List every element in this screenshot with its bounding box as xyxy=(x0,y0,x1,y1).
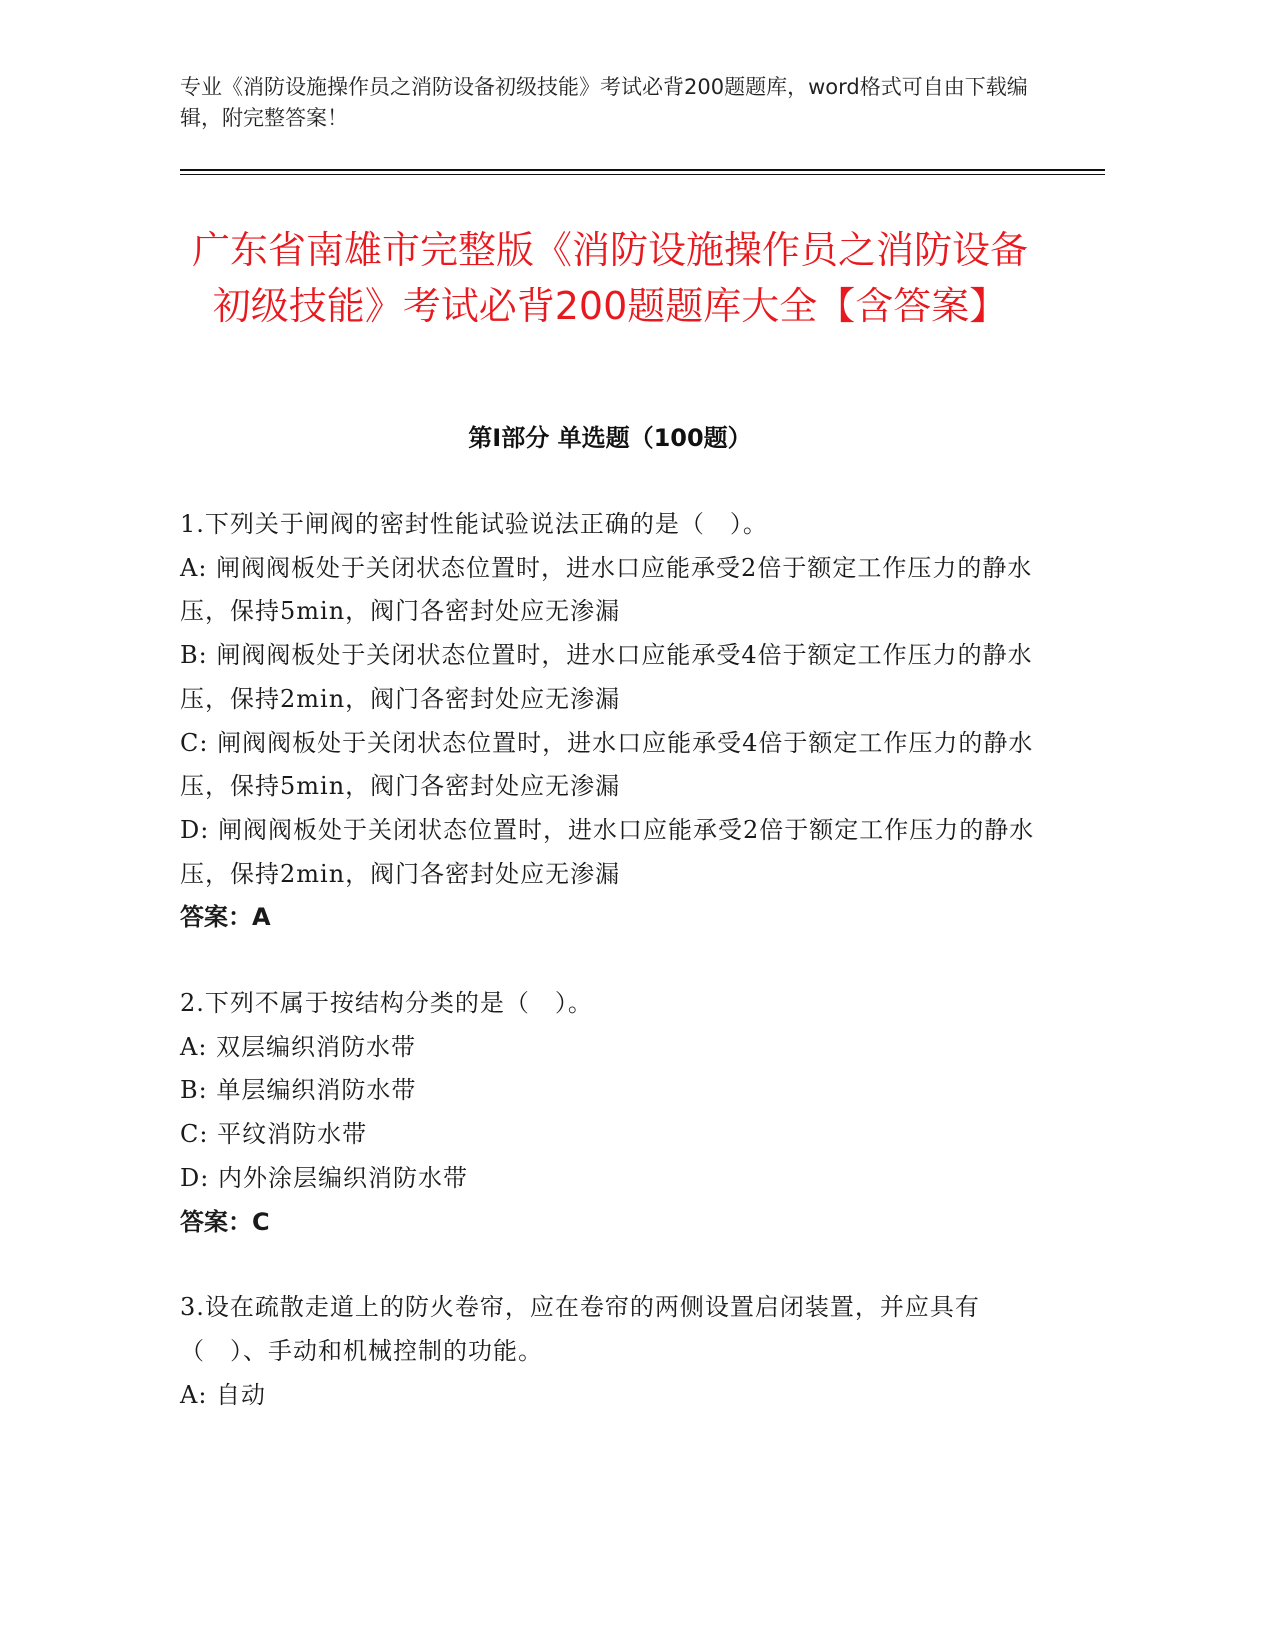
header-divider-thick xyxy=(180,169,1105,171)
answer-label: 答案：C xyxy=(180,1207,270,1236)
header-note: 专业《消防设施操作员之消防设备初级技能》考试必背200题题库，word格式可自由下载编辑，附完整答案！ xyxy=(180,75,1028,130)
question-3 xyxy=(180,1286,1040,1417)
section-heading: 第I部分 单选题（100题） xyxy=(468,424,752,452)
question-1 xyxy=(180,503,1040,940)
question-list xyxy=(180,503,1040,1459)
option-c: C: 平纹消防水带 xyxy=(180,1120,368,1149)
document-title: 广东省南雄市完整版《消防设施操作员之消防设备初级技能》考试必背200题题库大全【含答案】 xyxy=(191,228,1028,328)
header-divider-thin xyxy=(180,174,1105,175)
question-2 xyxy=(180,982,1040,1244)
option-a: A: 自动 xyxy=(180,1380,267,1409)
option-c: C: 闸阀阀板处于关闭状态位置时，进水口应能承受4倍于额定工作压力的静水压，保持5min，阀门各密封处应无渗漏 xyxy=(180,728,1034,801)
option-d: D: 内外涂层编织消防水带 xyxy=(180,1163,468,1192)
option-a: A: 双层编织消防水带 xyxy=(180,1032,417,1061)
question-stem: 3.设在疏散走道上的防火卷帘，应在卷帘的两侧设置启闭装置，并应具有（ ）、手动和机械控制的功能。 xyxy=(180,1293,980,1365)
answer-label: 答案：A xyxy=(180,903,271,932)
option-a: A: 闸阀阀板处于关闭状态位置时，进水口应能承受2倍于额定工作压力的静水压，保持5min，阀门各密封处应无渗漏 xyxy=(180,553,1033,626)
option-b: B: 闸阀阀板处于关闭状态位置时，进水口应能承受4倍于额定工作压力的静水压，保持2min，阀门各密封处应无渗漏 xyxy=(180,641,1033,713)
question-stem: 2.下列不属于按结构分类的是（ ）。 xyxy=(180,989,593,1018)
option-d: D: 闸阀阀板处于关闭状态位置时，进水口应能承受2倍于额定工作压力的静水压，保持2min，阀门各密封处应无渗漏 xyxy=(180,815,1035,888)
option-b: B: 单层编织消防水带 xyxy=(180,1076,417,1105)
question-stem: 1.下列关于闸阀的密封性能试验说法正确的是（ ）。 xyxy=(180,510,768,538)
